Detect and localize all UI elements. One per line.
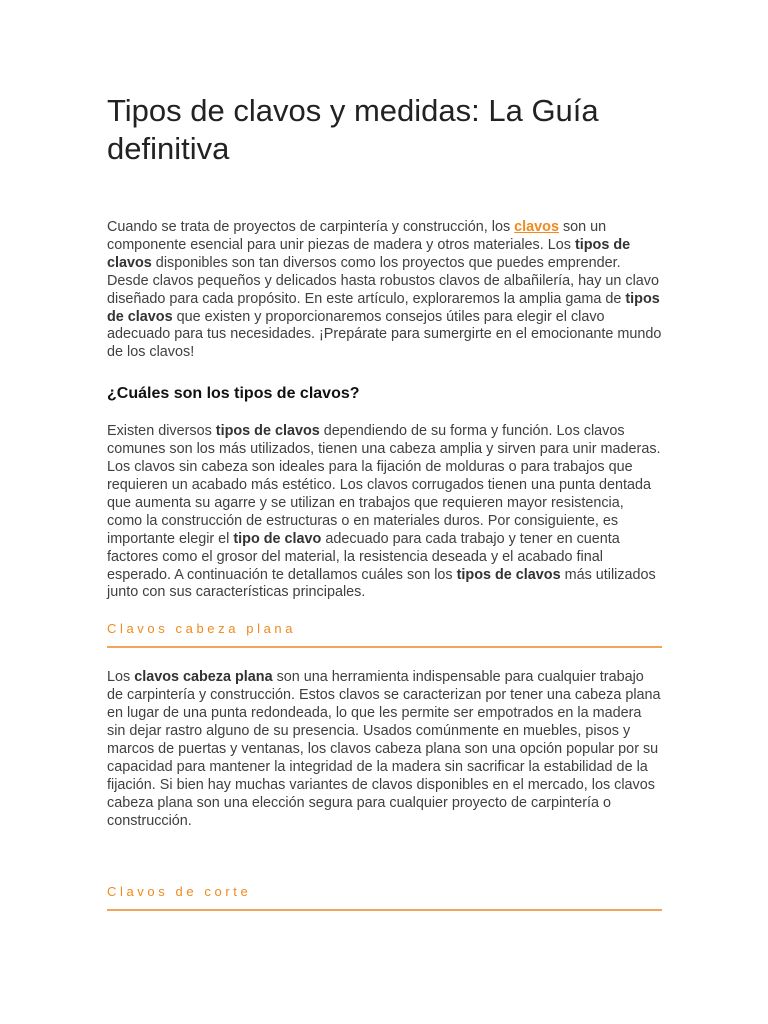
types-text-2: dependiendo de su forma y función. Los clavos comunes son los más utilizados, tienen una cabeza amplia y sirven para unir maderas. Los clavos sin cabeza son ideales para la fijación de molduras o para trabajos que requieren un acabado más estético. Los clavos corrugados tienen una punta dentada que aumenta su agarre y se utilizan en trabajos que requieren mayor resistencia, como la construcción de estructuras o en materiales duros. Por consiguiente, es importante elegir el xyxy=(107,423,661,547)
intro-text-2: son un componente esencial para unir piezas de madera y otros materiales. Los xyxy=(107,219,607,253)
clavos-link[interactable]: clavos xyxy=(514,219,559,235)
page-title: Tipos de clavos y medidas: La Guía definitiva xyxy=(107,93,599,166)
flat-text-1: Los xyxy=(107,669,135,686)
article xyxy=(107,92,662,911)
types-paragraph xyxy=(107,423,662,602)
types-bold-3: tipos de clavos xyxy=(456,566,561,583)
intro-paragraph xyxy=(107,219,662,362)
intro-text-1: Cuando se trata de proyectos de carpintería y construcción, los xyxy=(107,219,515,235)
intro-bold-2: tipos de clavos xyxy=(107,290,660,325)
flat-head-paragraph xyxy=(107,669,662,830)
types-text-3: adecuado para cada trabajo y tener en cuenta factores como el grosor del material, la resistencia deseada y el acabado final esperado. A continuación te detallamos cuáles son los xyxy=(107,530,620,583)
question-heading: ¿Cuáles son los tipos de clavos? xyxy=(107,385,360,403)
section-heading-flat-head: Clavos cabeza plana xyxy=(107,620,662,648)
flat-bold-1: clavos cabeza plana xyxy=(134,669,273,686)
types-bold-2: tipo de clavo xyxy=(233,530,322,547)
types-text-4: más utilizados junto con sus características principales. xyxy=(107,566,656,601)
intro-bold-1: tipos de clavos xyxy=(107,236,631,271)
flat-text-2: son una herramienta indispensable para cualquier trabajo de carpintería y construcción. Estos clavos se caracterizan por tener una cabeza plana en lugar de una punta redondeada, lo que les permite ser empotrados en la madera sin dejar rastro alguno de su presencia. Usados comúnmente en muebles, pisos y marcos de puertas y ventanas, los clavos cabeza plana son una opción popular por su capacidad para mantener la integridad de la madera sin sacrificar la estabilidad de la fijación. Si bien hay muchas variantes de clavos disponibles en el mercado, los clavos cabeza plana son una elección segura para cualquier proyecto de carpintería o construcción. xyxy=(107,669,661,829)
types-text-1: Existen diversos xyxy=(107,423,216,440)
intro-text-4: que existen y proporcionaremos consejos útiles para elegir el clavo adecuado para tus necesidades. ¡Prepárate para sumergirte en el emocionante mundo de los clavos! xyxy=(107,308,662,361)
types-bold-1: tipos de clavos xyxy=(215,423,320,440)
intro-text-3: disponibles son tan diversos como los proyectos que puedes emprender. Desde clavos pequeños y delicados hasta robustos clavos de albañilería, hay un clavo diseñado para cada propósito. En este artículo, exploraremos la amplia gama de xyxy=(107,254,659,307)
section-heading-cut: Clavos de corte xyxy=(107,883,662,911)
